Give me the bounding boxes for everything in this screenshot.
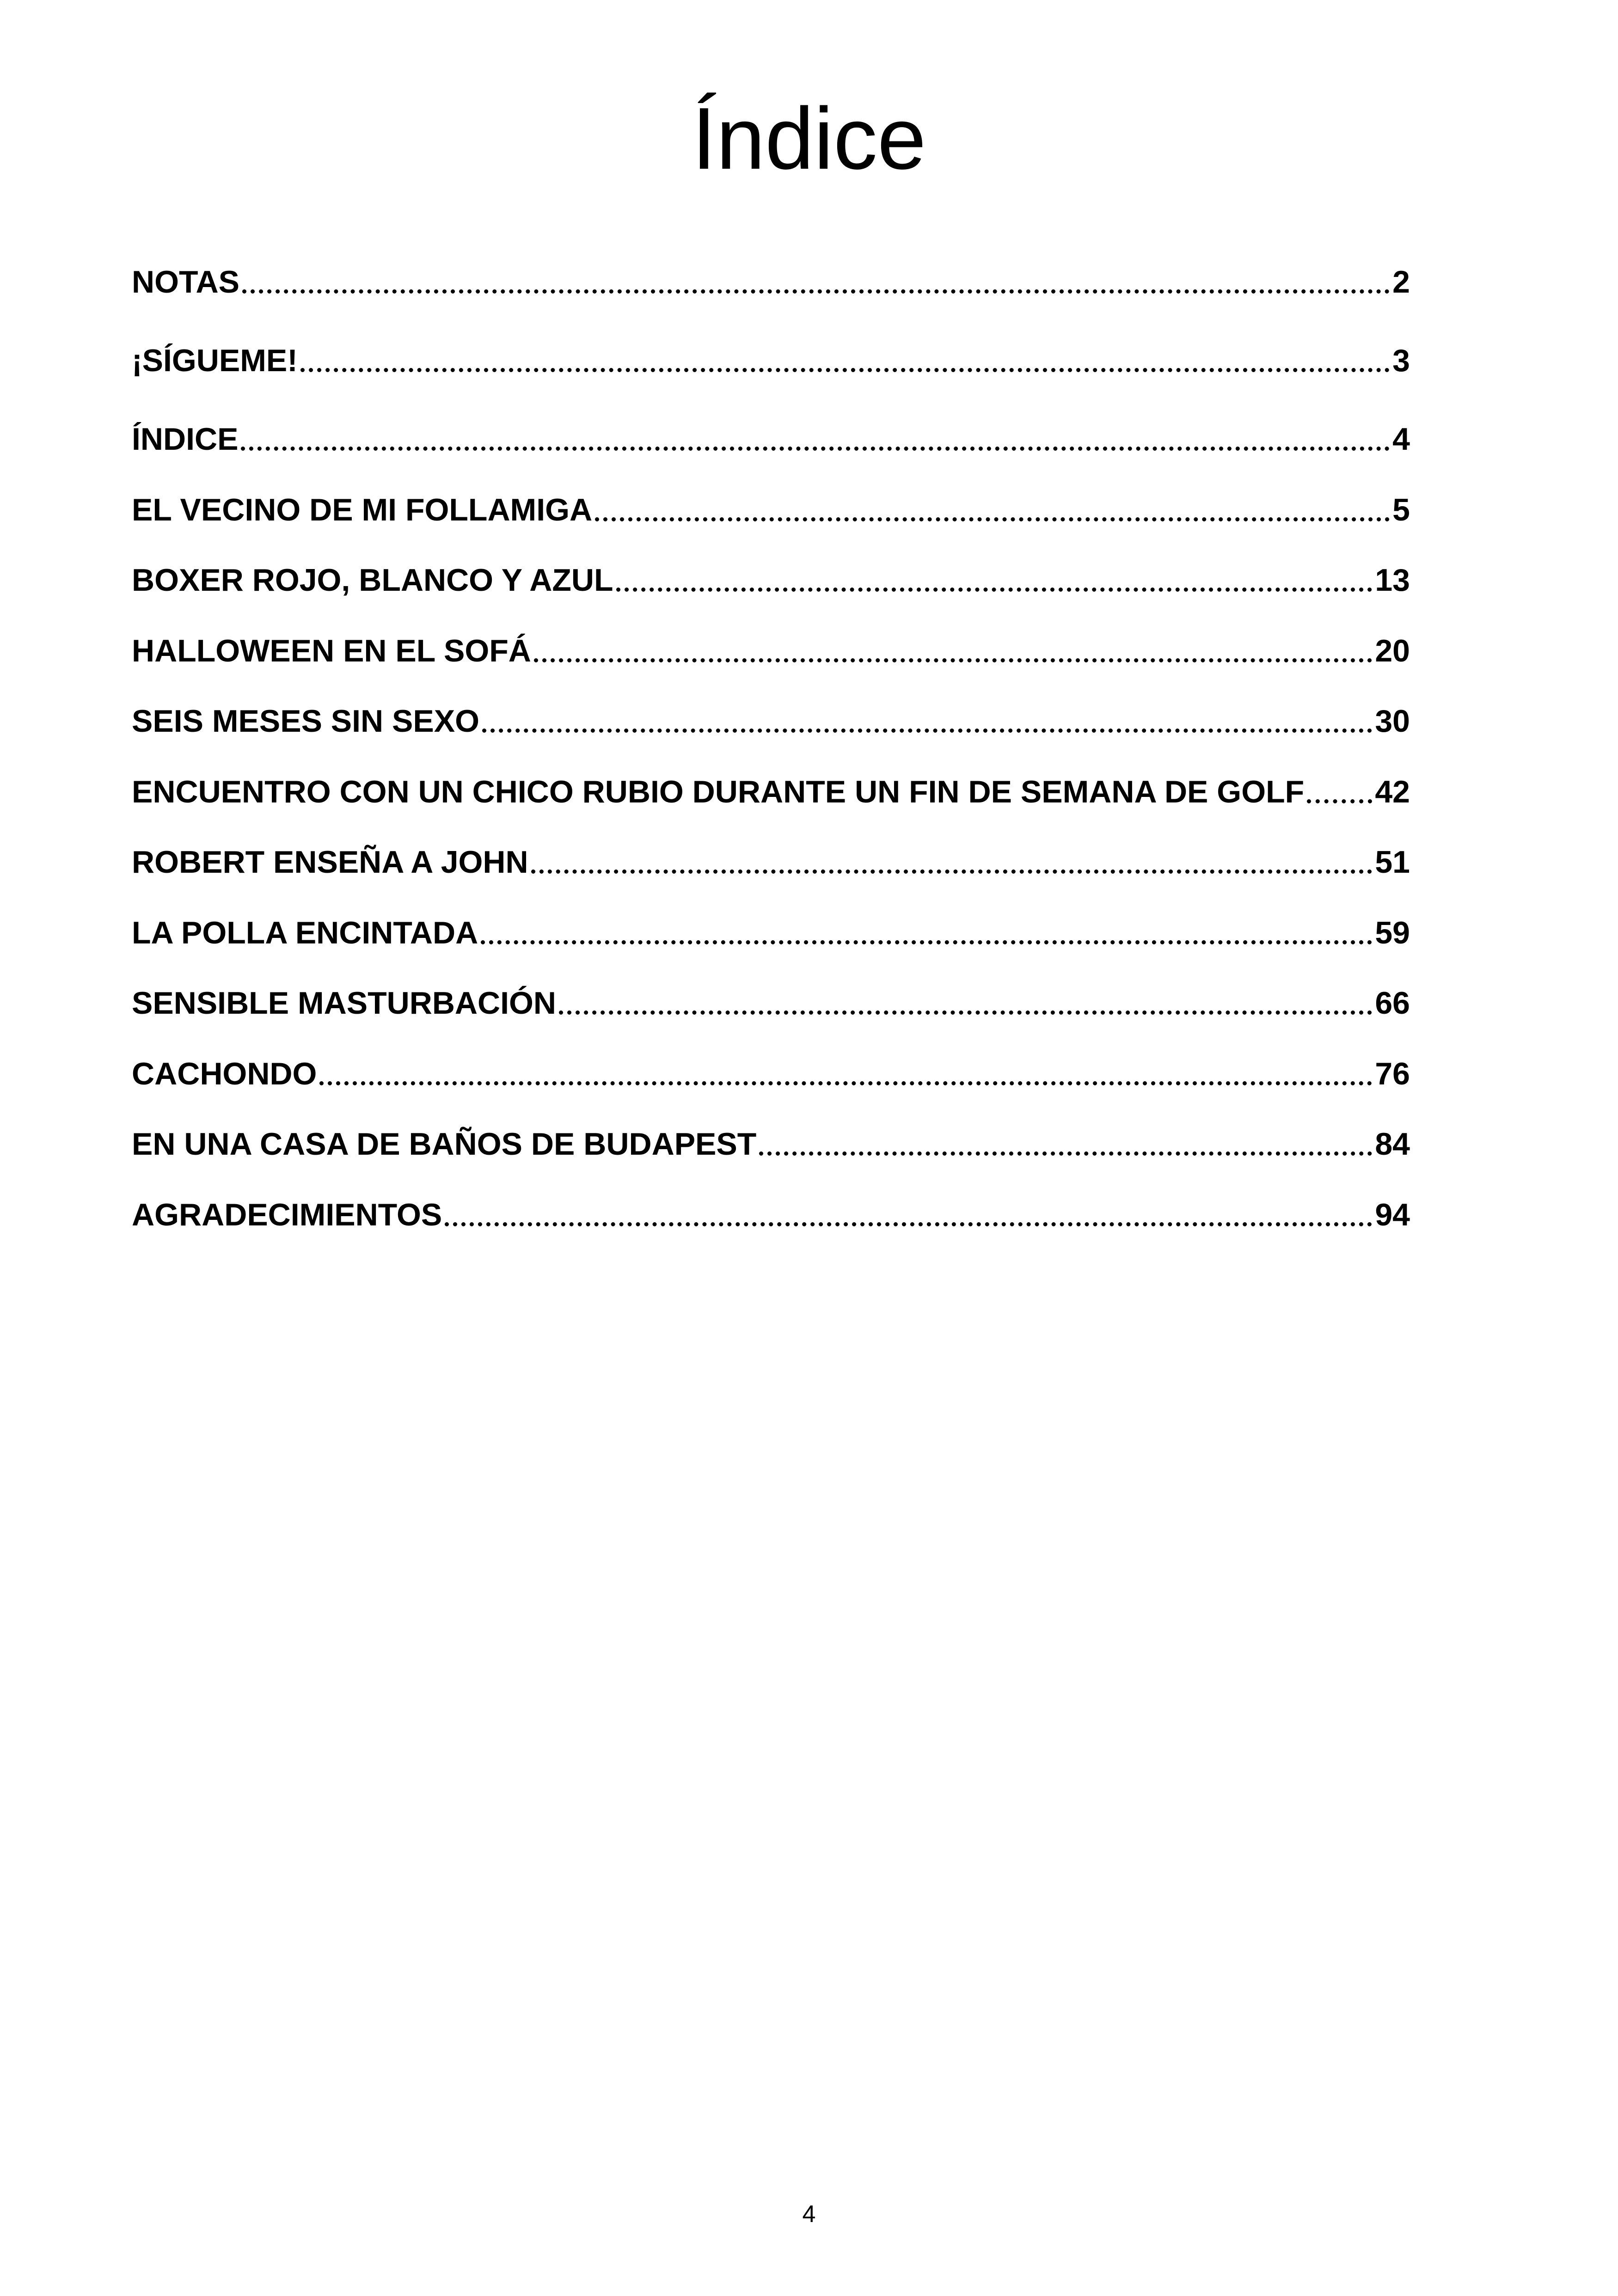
toc-entry-label: CACHONDO: [132, 1056, 317, 1091]
page-number: 4: [802, 2201, 816, 2228]
toc-entry-label: EL VECINO DE MI FOLLAMIGA: [132, 492, 593, 527]
toc-dot-leader: [759, 1151, 1372, 1156]
toc-entry[interactable]: [132, 550, 1410, 601]
toc-dot-leader: [595, 517, 1390, 521]
toc-entry[interactable]: [132, 1114, 1410, 1165]
toc-entry-page: 66: [1375, 986, 1410, 1021]
toc-entry[interactable]: [132, 621, 1410, 672]
toc-entry-label: EN UNA CASA DE BAÑOS DE BUDAPEST: [132, 1127, 757, 1162]
page-title: Índice: [692, 90, 926, 188]
toc-entry-label: BOXER ROJO, BLANCO Y AZUL: [132, 563, 613, 598]
toc-entry[interactable]: [132, 832, 1410, 883]
toc-dot-leader: [445, 1222, 1372, 1226]
toc-dot-leader: [559, 1010, 1372, 1015]
toc-entry-page: 4: [1392, 422, 1410, 457]
toc-entry-page: 76: [1375, 1056, 1410, 1091]
toc-entry-label: SENSIBLE MASTURBACIÓN: [132, 986, 557, 1021]
toc-entry-label: LA POLLA ENCINTADA: [132, 915, 478, 950]
toc-entry[interactable]: [132, 1044, 1410, 1095]
toc-entry[interactable]: [132, 1185, 1410, 1236]
toc-entry-page: 3: [1392, 343, 1410, 378]
toc-dot-leader: [1307, 799, 1372, 803]
toc-entry-label: ROBERT ENSEÑA A JOHN: [132, 845, 528, 880]
toc-entry-page: 84: [1375, 1127, 1410, 1162]
toc-entry[interactable]: [132, 252, 1410, 303]
toc-entry[interactable]: [132, 480, 1410, 531]
toc-dot-leader: [319, 1081, 1372, 1085]
toc-dot-leader: [482, 729, 1372, 733]
toc-entry-label: HALLOWEEN EN EL SOFÁ: [132, 633, 531, 668]
toc-entry-page: 13: [1375, 563, 1410, 598]
toc-entry-page: 94: [1375, 1197, 1410, 1232]
toc-entry-label: AGRADECIMIENTOS: [132, 1197, 442, 1232]
toc-entry-label: NOTAS: [132, 264, 239, 300]
toc-entry[interactable]: [132, 409, 1410, 460]
toc-entry-label: ¡SÍGUEME!: [132, 343, 298, 378]
toc-entry-page: 42: [1375, 774, 1410, 809]
toc-dot-leader: [242, 289, 1390, 294]
toc-dot-leader: [616, 588, 1373, 592]
toc-entry-label: ÍNDICE: [132, 422, 239, 457]
toc-entry[interactable]: [132, 762, 1410, 813]
toc-entry-page: 51: [1375, 845, 1410, 880]
toc-entry-page: 59: [1375, 915, 1410, 950]
toc-entry-page: 5: [1392, 492, 1410, 527]
toc-entry-label: ENCUENTRO CON UN CHICO RUBIO DURANTE UN FIN DE SEMANA DE GOLF: [132, 774, 1305, 809]
toc-entry-label: SEIS MESES SIN SEXO: [132, 704, 480, 739]
toc-entry[interactable]: [132, 903, 1410, 954]
toc-dot-leader: [481, 940, 1372, 944]
toc-entry[interactable]: [132, 973, 1410, 1024]
toc-entry-page: 20: [1375, 633, 1410, 668]
toc-dot-leader: [534, 658, 1372, 662]
table-of-contents: [132, 0, 1410, 1294]
toc-entry[interactable]: [132, 331, 1410, 381]
toc-entry-page: 30: [1375, 704, 1410, 739]
toc-dot-leader: [241, 447, 1390, 451]
toc-dot-leader: [531, 869, 1373, 874]
toc-dot-leader: [300, 368, 1390, 372]
toc-entry[interactable]: [132, 691, 1410, 742]
toc-entry-page: 2: [1392, 264, 1410, 300]
